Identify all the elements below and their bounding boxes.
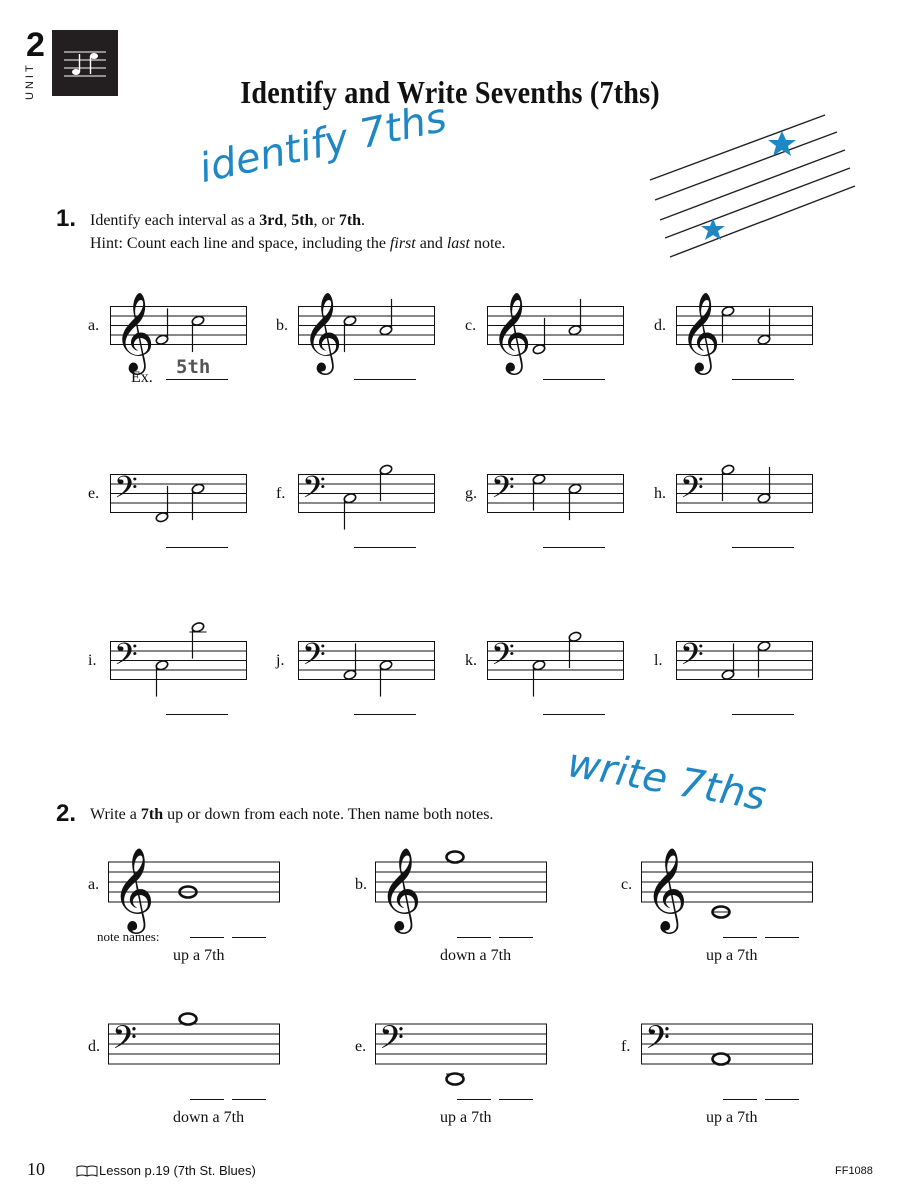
- bass-staff: [641, 994, 813, 1094]
- treble-clef-icon: 𝄞: [112, 846, 155, 930]
- note-name-blank-1[interactable]: [457, 937, 491, 938]
- question-2-instruction: Write a 7th up or down from each note. Then name both notes.: [90, 806, 494, 823]
- note-head: [532, 317, 546, 354]
- interval-label-e: e.: [88, 485, 100, 502]
- note-head: [532, 659, 546, 696]
- note-name-blank-1[interactable]: [723, 1099, 757, 1100]
- note-head: [343, 643, 357, 680]
- page-title: Identify and Write Sevenths (7ths): [240, 74, 660, 110]
- handwritten-identify: identify 7ths: [195, 94, 451, 192]
- answer-blank-b[interactable]: [354, 379, 416, 380]
- handwritten-write: write 7ths: [564, 740, 770, 821]
- treble-staff: [108, 832, 280, 932]
- bass-staff: [676, 446, 813, 541]
- bass-clef-icon: 𝄢: [302, 635, 326, 679]
- book-icon: [76, 1165, 98, 1177]
- note-name-blank-1[interactable]: [190, 1099, 224, 1100]
- answer-blank-j[interactable]: [354, 714, 416, 715]
- bass-staff: [375, 994, 547, 1094]
- example-answer: 5th: [176, 356, 211, 378]
- bass-clef-icon: 𝄢: [680, 468, 704, 512]
- note-head: [568, 298, 582, 335]
- bass-staff: [298, 446, 435, 541]
- interval-label-a: a.: [88, 317, 100, 334]
- note-name-blank-2[interactable]: [232, 937, 266, 938]
- treble-clef-icon: 𝄞: [114, 292, 155, 372]
- question-1-instruction: Identify each interval as a 3rd, 5th, or 7th.: [90, 212, 366, 229]
- note-head: [757, 308, 771, 345]
- answer-blank-c[interactable]: [543, 379, 605, 380]
- bass-clef-icon: 𝄢: [379, 1019, 405, 1065]
- write-label-d: d.: [88, 1038, 100, 1055]
- note-name-blank-2[interactable]: [765, 937, 799, 938]
- interval-label-g: g.: [465, 485, 477, 502]
- bass-staff: [110, 613, 247, 708]
- note-head: [757, 640, 771, 677]
- treble-clef-icon: 𝄞: [680, 292, 721, 372]
- note-head: [568, 482, 582, 519]
- question-2-number: 2.: [56, 800, 77, 827]
- answer-blank-h[interactable]: [732, 547, 794, 548]
- note-head: [721, 305, 735, 342]
- note-head: [532, 473, 546, 510]
- bass-staff: [487, 446, 624, 541]
- example-label: Ex.: [131, 369, 153, 386]
- note-head: [379, 463, 393, 500]
- interval-label-c: c.: [465, 317, 477, 334]
- interval-label-j: j.: [276, 652, 285, 669]
- interval-label-d: d.: [654, 317, 666, 334]
- bass-clef-icon: 𝄢: [491, 468, 515, 512]
- note-head: [379, 659, 393, 696]
- write-label-b: b.: [355, 876, 367, 893]
- treble-clef-icon: 𝄞: [645, 846, 688, 930]
- note-head: [721, 463, 735, 500]
- treble-clef-icon: 𝄞: [491, 292, 532, 372]
- direction-text-a: up a 7th: [173, 947, 225, 964]
- page-number: 10: [27, 1159, 45, 1179]
- answer-blank-g[interactable]: [543, 547, 605, 548]
- write-label-a: a.: [88, 876, 100, 893]
- answer-blank-d[interactable]: [732, 379, 794, 380]
- note-name-blank-1[interactable]: [723, 937, 757, 938]
- direction-text-c: up a 7th: [706, 947, 758, 964]
- note-head: [721, 643, 735, 680]
- bass-staff: [487, 613, 624, 708]
- note-head: [191, 482, 205, 519]
- decorative-staff-stars: [645, 110, 865, 270]
- interval-label-k: k.: [465, 652, 477, 669]
- question-1-hint: Hint: Count each line and space, including the first and last note.: [90, 235, 506, 252]
- bass-clef-icon: 𝄢: [645, 1019, 671, 1065]
- note-head: [447, 1074, 464, 1085]
- interval-label-l: l.: [654, 652, 663, 669]
- treble-staff: [298, 278, 435, 373]
- note-head: [343, 314, 357, 351]
- treble-clef-icon: 𝄞: [379, 846, 422, 930]
- bass-staff: [298, 613, 435, 708]
- bass-clef-icon: 𝄢: [114, 635, 138, 679]
- answer-blank-a[interactable]: [166, 379, 228, 380]
- interval-label-h: h.: [654, 485, 666, 502]
- treble-staff: [641, 832, 813, 932]
- note-head: [379, 298, 393, 335]
- note-names-label: note names:: [97, 929, 160, 944]
- note-head: [155, 308, 169, 345]
- note-head: [191, 621, 205, 658]
- note-head: [191, 314, 205, 351]
- direction-text-e: up a 7th: [440, 1109, 492, 1126]
- treble-staff: [375, 832, 547, 932]
- bass-clef-icon: 𝄢: [680, 635, 704, 679]
- bass-clef-icon: 𝄢: [491, 635, 515, 679]
- bass-clef-icon: 𝄢: [112, 1019, 138, 1065]
- note-head: [180, 1014, 197, 1025]
- note-name-blank-1[interactable]: [190, 937, 224, 938]
- answer-blank-k[interactable]: [543, 714, 605, 715]
- write-label-c: c.: [621, 876, 633, 893]
- unit-label: UNIT: [24, 62, 36, 100]
- note-name-blank-1[interactable]: [457, 1099, 491, 1100]
- note-head: [155, 485, 169, 522]
- treble-staff: [110, 278, 247, 373]
- bass-clef-icon: 𝄢: [302, 468, 326, 512]
- note-head: [343, 492, 357, 529]
- note-head: [568, 630, 582, 667]
- direction-text-b: down a 7th: [440, 947, 512, 964]
- write-label-e: e.: [355, 1038, 367, 1055]
- note-name-blank-2[interactable]: [765, 1099, 799, 1100]
- bass-staff: [108, 994, 280, 1094]
- answer-blank-i[interactable]: [166, 714, 228, 715]
- bass-clef-icon: 𝄢: [114, 468, 138, 512]
- note-head: [155, 659, 169, 696]
- treble-clef-icon: 𝄞: [302, 292, 343, 372]
- bass-staff: [110, 446, 247, 541]
- treble-staff: [487, 278, 624, 373]
- interval-label-i: i.: [88, 652, 97, 669]
- note-name-blank-2[interactable]: [232, 1099, 266, 1100]
- note-head: [447, 852, 464, 863]
- note-head: [713, 1054, 730, 1065]
- catalog-code: FF1088: [835, 1165, 873, 1177]
- bass-staff: [676, 613, 813, 708]
- unit-number: 2: [26, 26, 45, 64]
- write-label-f: f.: [621, 1038, 631, 1055]
- note-name-blank-2[interactable]: [499, 937, 533, 938]
- interval-label-b: b.: [276, 317, 288, 334]
- note-head: [757, 466, 771, 503]
- answer-blank-l[interactable]: [732, 714, 794, 715]
- answer-blank-e[interactable]: [166, 547, 228, 548]
- note-name-blank-2[interactable]: [499, 1099, 533, 1100]
- answer-blank-f[interactable]: [354, 547, 416, 548]
- question-1-number: 1.: [56, 205, 77, 232]
- lesson-reference: Lesson p.19 (7th St. Blues): [76, 1162, 256, 1180]
- direction-text-f: up a 7th: [706, 1109, 758, 1126]
- interval-label-f: f.: [276, 485, 286, 502]
- treble-staff: [676, 278, 813, 373]
- direction-text-d: down a 7th: [173, 1109, 245, 1126]
